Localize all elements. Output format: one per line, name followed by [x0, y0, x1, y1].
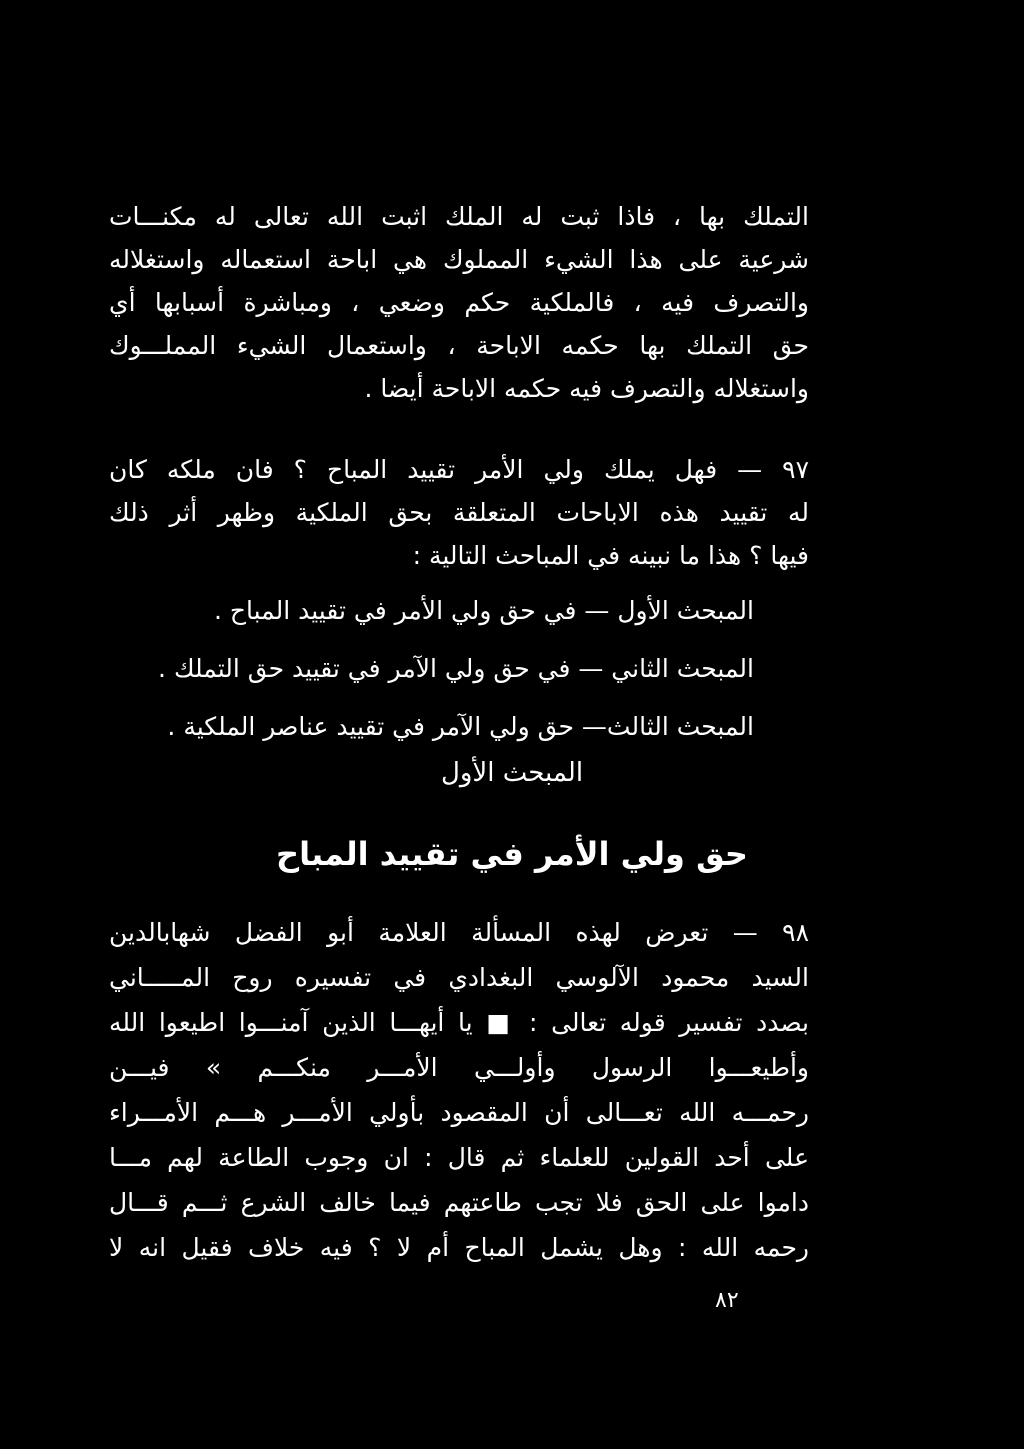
text-line: واستغلاله والتصرف فيه حكمه الاباحة أيضا . — [364, 374, 809, 403]
text-line: فيها ؟ هذا ما نبينه في المباحث التالية : — [412, 541, 809, 570]
research-item-second: المبحث الثاني — في حق ولي الآمر في تقييد حق التملك . — [158, 654, 754, 683]
research-item-first: المبحث الأول — في حق ولي الأمر في تقييد المباح . — [213, 596, 754, 625]
section-heading: حق ولي الأمر في تقييد المباح — [276, 835, 748, 873]
text-line: رحمـــه الله تعـــالى أن المقصود بأولي الأمـــر هـــم الأمـــراء — [109, 1098, 809, 1127]
paragraph-98 — [109, 910, 809, 1270]
paragraph-97 — [109, 448, 809, 577]
text-line: والتصرف فيه ، فالملكية حكم وضعي ، ومباشرة أسبابها أي — [109, 288, 809, 317]
text-line: السيد محمود الآلوسي البغدادي في تفسيره روح المـــــاني — [109, 963, 809, 992]
text-line: له تقييد هذه الاباحات المتعلقة بحق الملكية وظهر أثر ذلك — [109, 498, 809, 527]
text-line: التملك بها ، فاذا ثبت له الملك اثبت الله تعالى له مكنـــات — [109, 202, 809, 231]
research-item-third: المبحث الثالث— حق ولي الآمر في تقييد عناصر الملكية . — [167, 712, 754, 741]
paragraph-intro — [109, 195, 809, 410]
text-line: وأطيعـــوا الرسول وأولـــي الأمـــر منكـــم » فيـــن — [109, 1053, 809, 1082]
text-line: حق التملك بها حكمه الاباحة ، واستعمال الشيء المملـــوك — [109, 331, 809, 360]
text-line: على أحد القولين للعلماء ثم قال : ان وجوب الطاعة لهم مـــا — [109, 1143, 809, 1172]
text-line: شرعية على هذا الشيء المملوك هي اباحة استعماله واستغلاله — [109, 245, 809, 274]
text-line: ٩٨ — تعرض لهذه المسألة العلامة أبو الفضل شهابالدين — [109, 918, 809, 947]
section-label: المبحث الأول — [440, 758, 584, 788]
text-line: داموا على الحق فلا تجب طاعتهم فيما خالف الشرع ثـــم قـــال — [109, 1188, 809, 1217]
text-line: ٩٧ — فهل يملك ولي الأمر تقييد المباح ؟ فان ملكه كان — [109, 455, 809, 484]
page-number: ٨٢ — [715, 1288, 739, 1313]
text-line: بصدد تفسير قوله تعالى : ■ يا أيهـــا الذين آمنـــوا اطيعوا الله — [109, 1008, 809, 1037]
text-line: رحمه الله : وهل يشمل المباح أم لا ؟ فيه خلاف فقيل انه لا — [109, 1233, 809, 1262]
research-list — [158, 582, 754, 756]
